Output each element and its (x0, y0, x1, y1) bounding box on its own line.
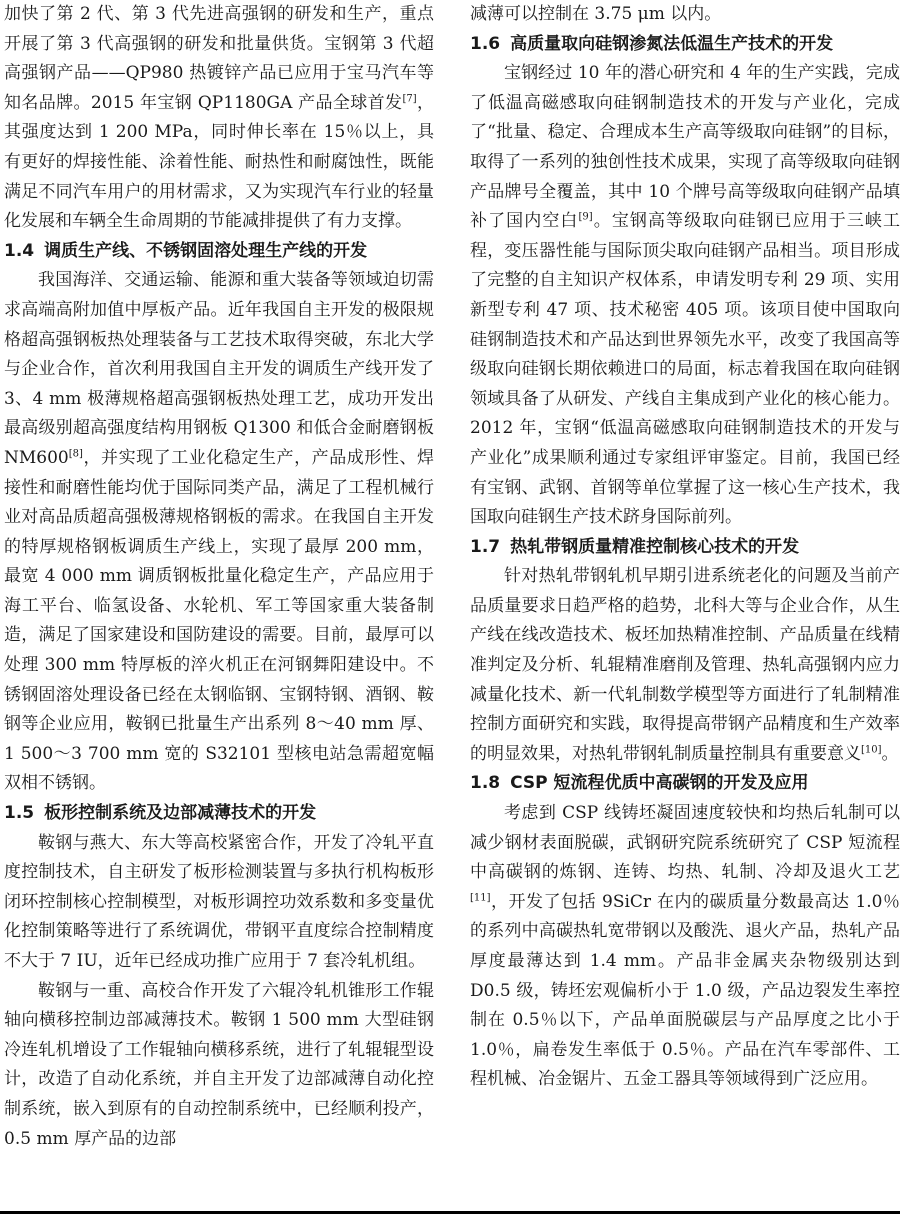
citation: [7] (402, 93, 417, 105)
section-title: 高质量取向硅钢渗氮法低温生产技术的开发 (510, 33, 834, 54)
paragraph (470, 59, 900, 533)
paragraph-text: 考虑到 CSP 线铸坯凝固速度较快和均热后轧制可以减少钢材表面脱碳，武钢研究院系统研究了 CSP 短流程中高碳钢的炼钢、连铸、均热、轧制、冷却及退火工艺 (470, 803, 900, 883)
section-title: 调质生产线、不锈钢固溶处理生产线的开发 (44, 240, 368, 261)
section-heading-1-7 (470, 533, 900, 563)
section-heading-1-8 (470, 769, 900, 799)
section-heading-1-4 (4, 237, 434, 267)
section-number: 1.8 (470, 773, 501, 794)
paragraph (470, 562, 900, 769)
paragraph (4, 0, 434, 237)
section-heading-1-6 (470, 30, 900, 60)
paragraph-text: 我国海洋、交通运输、能源和重大装备等领域迫切需求高端高附加值中厚板产品。近年我国自主开发的极限规格超高强钢板热处理装备与工艺技术取得突破，东北大学与企业合作，首次利用我国自主开发的调质生产线开发了 3、4 mm 极薄规格超高强钢板热处理工艺，成功开发出最高级别超高强度结构用钢板 Q1300 和低合金耐磨钢板 NM600 (4, 270, 434, 468)
paragraph: 减薄可以控制在 3.75 μm 以内。 (470, 4, 722, 24)
paragraph: 鞍钢与燕大、东大等高校紧密合作，开发了冷轧平直度控制技术，自主研发了板形检测装置与多执行机构板形闭环控制核心控制模型，对板形调控功效系数和多变量优化控制策略等进行了系统调优，带钢平直度综合控制精度不大于 7 IU，近年已经成功推广应用于 7 套冷轧机组。 (4, 832, 434, 971)
paragraph-text: ，开发了包括 9SiCr 在内的碳质量分数最高达 1.0％的系列中高碳热轧宽带钢以及酸洗、退火产品，热轧产品厚度最薄达到 1.4 mm。产品非金属夹杂物级别达到 D0.5 级，铸坯宏观偏析小于 1.0 级，产品边裂发生率控制在 0.5％以下，产品单面脱碳层与产品厚度之比小于 1.0％，扁卷发生率低于 0.5％。产品在汽车零部件、工程机械、冶金锯片、五金工器具等领域得到广泛应用。 (470, 891, 900, 1090)
paragraph-text: ，其强度达到 1 200 MPa，同时伸长率在 15％以上，具有更好的焊接性能、涂着性能、耐热性和耐腐蚀性，既能满足不同汽车用户的用材需求，又为实现汽车行业的轻量化发展和车辆全生命周期的节能减排提供了有力支撑。 (4, 92, 434, 232)
paragraph: 鞍钢与一重、高校合作开发了六辊冷轧机锥形工作辊轴向横移控制边部减薄技术。鞍钢 1 500 mm 大型硅钢冷连轧机增设了工作辊轴向横移系统，进行了轧辊辊型设计，改造了自动化系统，并自主开发了边部减薄自动化控制系统，嵌入到原有的自动控制系统中，已经顺利投产，0.5 mm 厚产品的边部 (4, 980, 434, 1149)
paragraph-text: 加快了第 2 代、第 3 代先进高强钢的研发和生产，重点开展了第 3 代高强钢的研发和批量供货。宝钢第 3 代超高强钢产品——QP980 热镀锌产品已应用于宝马汽车等知名品牌。2015 年宝钢 QP1180GA 产品全球首发 (4, 4, 434, 113)
paragraph-text: 宝钢经过 10 年的潜心研究和 4 年的生产实践，完成了低温高磁感取向硅钢制造技术的开发与产业化，完成了“批量、稳定、合理成本生产高等级取向硅钢”的目标，取得了一系列的独创性技术成果，实现了高等级取向硅钢产品牌号全覆盖，其中 10 个牌号高等级取向硅钢产品填补了国内空白 (470, 63, 900, 232)
section-title: 板形控制系统及边部减薄技术的开发 (44, 803, 317, 824)
left-column (4, 0, 434, 1154)
paragraph-text: ，并实现了工业化稳定生产，产品成形性、焊接性和耐磨性能均优于国际同类产品，满足了工程机械行业对高品质超高强极薄规格钢板的需求。在我国自主开发的特厚规格钢板调质生产线上，实现了最厚 200 mm，最宽 4 000 mm 调质钢板批量化稳定生产，产品应用于海工平台、临氢设备、水轮机、军工等国家重大装备制造，满足了国家建设和国防建设的需要。目前，最厚可以处理 300 mm 特厚板的淬火机正在河钢舞阳建设中。不锈钢固溶处理设备已经在太钢临钢、宝钢特钢、酒钢、鞍钢等企业应用，鞍钢已批量生产出系列 8～40 mm 厚、1 500～3 700 mm 宽的 S32101 型核电站急需超宽幅双相不锈钢。 (4, 447, 434, 794)
paragraph (4, 266, 434, 799)
paragraph-text: 。宝钢高等级取向硅钢已应用于三峡工程，变压器性能与国际顶尖取向硅钢产品相当。项目形成了完整的自主知识产权体系，申请发明专利 29 项、实用新型专利 47 项、技术秘密 405 项。该项目使中国取向硅钢制造技术和产品达到世界领先水平，改变了我国高等级取向硅钢长期依赖进口的局面，标志着我国在取向硅钢领域具备了从研发、产线自主集成到产业化的核心能力。2012 年，宝钢“低温高磁感取向硅钢制造技术的开发与产业化”成果顺利通过专家组评审鉴定。目前，我国已经有宝钢、武钢、首钢等单位掌握了这一核心生产技术，我国取向硅钢生产技术跻身国际前列。 (470, 211, 900, 528)
section-number: 1.5 (4, 803, 35, 824)
paragraph-text: 针对热轧带钢轧机早期引进系统老化的问题及当前产品质量要求日趋严格的趋势，北科大等与企业合作，从生产线在线改造技术、板坯加热精准控制、产品质量在线精准判定及分析、轧辊精准磨削及管理、热轧高强钢内应力减量化技术、新一代轧制数学模型等方面进行了轧制精准控制方面研究和实践，取得提高带钢产品精度和生产效率的明显效果，对热轧带钢轧制质量控制具有重要意义 (470, 566, 900, 764)
paragraph-text: 。 (881, 743, 899, 764)
right-column (470, 0, 900, 1095)
section-number: 1.4 (4, 240, 35, 261)
citation: [10] (861, 744, 882, 756)
paragraph (470, 799, 900, 1095)
citation: [11] (470, 892, 491, 904)
section-title: 热轧带钢质量精准控制核心技术的开发 (510, 536, 800, 557)
citation: [8] (68, 448, 83, 460)
section-number: 1.6 (470, 33, 501, 54)
citation: [9] (578, 211, 593, 223)
section-title: CSP 短流程优质中高碳钢的开发及应用 (510, 773, 809, 794)
section-heading-1-5 (4, 799, 434, 829)
section-number: 1.7 (470, 536, 501, 557)
